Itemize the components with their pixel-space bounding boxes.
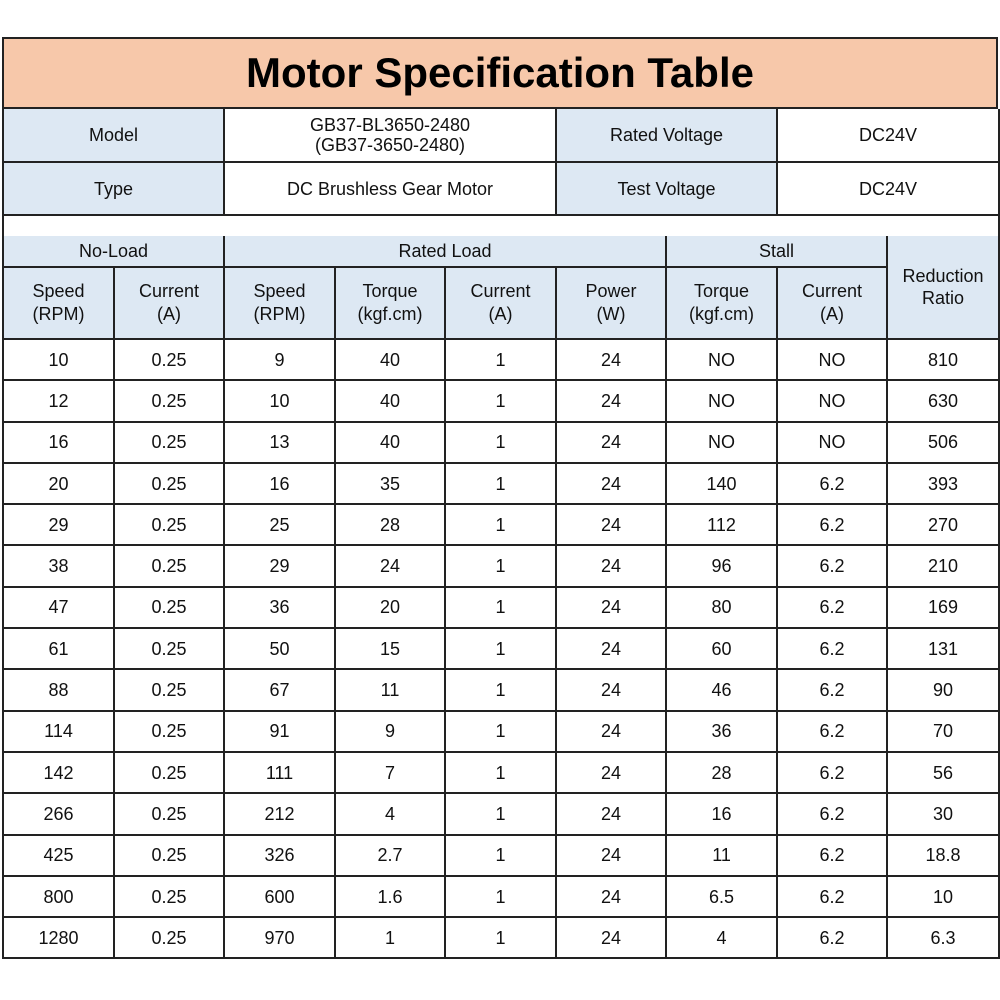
cell-rated-speed: 10 (224, 380, 335, 421)
table-row (3, 504, 999, 545)
cell-rated-current: 1 (445, 628, 556, 669)
cell-rated-current: 1 (445, 793, 556, 834)
cell-rated-current: 1 (445, 422, 556, 463)
cell-rated-power: 24 (556, 587, 666, 628)
table-row (3, 422, 999, 463)
spacer-row (3, 215, 999, 237)
cell-stall-torque: 96 (666, 545, 777, 586)
cell-rated-torque: 15 (335, 628, 445, 669)
cell-no-load-current: 0.25 (114, 835, 224, 876)
cell-stall-torque: 60 (666, 628, 777, 669)
subheader-rated-torque (335, 267, 445, 339)
table-row (3, 752, 999, 793)
cell-rated-torque: 24 (335, 545, 445, 586)
model-value-line1: GB37-BL3650-2480 (309, 115, 471, 135)
table-row (3, 545, 999, 586)
cell-no-load-current: 0.25 (114, 504, 224, 545)
info-table (2, 109, 1000, 238)
cell-rated-power: 24 (556, 752, 666, 793)
cell-no-load-speed: 142 (3, 752, 114, 793)
group-no-load: No-Load (3, 236, 224, 267)
cell-stall-torque: 46 (666, 669, 777, 710)
reduction-ratio-line2: Ratio (922, 288, 965, 308)
cell-no-load-current: 0.25 (114, 380, 224, 421)
cell-no-load-speed: 29 (3, 504, 114, 545)
cell-reduction-ratio: 630 (887, 380, 999, 421)
cell-rated-current: 1 (445, 463, 556, 504)
cell-rated-speed: 600 (224, 876, 335, 917)
cell-reduction-ratio: 131 (887, 628, 999, 669)
cell-no-load-current: 0.25 (114, 422, 224, 463)
cell-no-load-speed: 61 (3, 628, 114, 669)
cell-rated-current: 1 (445, 752, 556, 793)
subheader-unit: (RPM) (253, 304, 306, 324)
cell-stall-torque: 16 (666, 793, 777, 834)
cell-rated-torque: 40 (335, 339, 445, 380)
cell-rated-current: 1 (445, 339, 556, 380)
cell-rated-current: 1 (445, 835, 556, 876)
cell-reduction-ratio: 210 (887, 545, 999, 586)
subheader-rated-power (556, 267, 666, 339)
table-row (3, 669, 999, 710)
type-label: Type (3, 162, 224, 215)
model-label: Model (3, 109, 224, 162)
page-title: Motor Specification Table (2, 37, 998, 109)
type-value: DC Brushless Gear Motor (224, 162, 556, 215)
subheader-label: Torque (362, 281, 418, 301)
table-row (3, 711, 999, 752)
cell-no-load-current: 0.25 (114, 752, 224, 793)
cell-rated-speed: 970 (224, 917, 335, 958)
cell-rated-current: 1 (445, 545, 556, 586)
cell-stall-torque: 6.5 (666, 876, 777, 917)
table-row (3, 876, 999, 917)
cell-reduction-ratio: 810 (887, 339, 999, 380)
cell-rated-current: 1 (445, 669, 556, 710)
cell-rated-current: 1 (445, 876, 556, 917)
cell-rated-power: 24 (556, 545, 666, 586)
table-row (3, 835, 999, 876)
cell-reduction-ratio: 70 (887, 711, 999, 752)
cell-rated-torque: 11 (335, 669, 445, 710)
cell-rated-torque: 1 (335, 917, 445, 958)
cell-no-load-speed: 10 (3, 339, 114, 380)
cell-rated-torque: 1.6 (335, 876, 445, 917)
cell-rated-torque: 28 (335, 504, 445, 545)
cell-stall-current: 6.2 (777, 463, 887, 504)
cell-rated-torque: 9 (335, 711, 445, 752)
cell-no-load-current: 0.25 (114, 669, 224, 710)
cell-no-load-speed: 88 (3, 669, 114, 710)
cell-no-load-speed: 425 (3, 835, 114, 876)
performance-table (2, 236, 1000, 959)
test-voltage-value: DC24V (777, 162, 999, 215)
subheader-label: Speed (32, 281, 85, 301)
cell-rated-speed: 111 (224, 752, 335, 793)
cell-stall-torque: NO (666, 339, 777, 380)
cell-rated-speed: 16 (224, 463, 335, 504)
cell-no-load-current: 0.25 (114, 545, 224, 586)
cell-no-load-speed: 266 (3, 793, 114, 834)
cell-rated-power: 24 (556, 669, 666, 710)
cell-rated-current: 1 (445, 711, 556, 752)
cell-stall-current: NO (777, 380, 887, 421)
cell-no-load-current: 0.25 (114, 628, 224, 669)
cell-rated-speed: 29 (224, 545, 335, 586)
cell-stall-torque: 80 (666, 587, 777, 628)
subheader-unit: (A) (488, 304, 513, 324)
cell-reduction-ratio: 10 (887, 876, 999, 917)
table-row (3, 339, 999, 380)
cell-rated-torque: 7 (335, 752, 445, 793)
subheader-unit: (RPM) (32, 304, 85, 324)
cell-rated-torque: 40 (335, 422, 445, 463)
cell-stall-current: 6.2 (777, 835, 887, 876)
cell-no-load-speed: 16 (3, 422, 114, 463)
subheader-unit: (A) (820, 304, 845, 324)
subheader-label: Power (585, 281, 637, 301)
model-value (224, 109, 556, 162)
cell-no-load-speed: 47 (3, 587, 114, 628)
cell-reduction-ratio: 506 (887, 422, 999, 463)
cell-stall-current: NO (777, 339, 887, 380)
cell-no-load-speed: 1280 (3, 917, 114, 958)
cell-stall-torque: 36 (666, 711, 777, 752)
cell-stall-current: 6.2 (777, 711, 887, 752)
cell-rated-torque: 40 (335, 380, 445, 421)
cell-stall-current: 6.2 (777, 793, 887, 834)
cell-stall-torque: 4 (666, 917, 777, 958)
cell-rated-power: 24 (556, 917, 666, 958)
subheader-unit: (W) (596, 304, 626, 324)
subheader-label: Speed (253, 281, 306, 301)
cell-reduction-ratio: 270 (887, 504, 999, 545)
subheader-stall-current (777, 267, 887, 339)
cell-no-load-current: 0.25 (114, 793, 224, 834)
cell-rated-speed: 36 (224, 587, 335, 628)
cell-rated-power: 24 (556, 793, 666, 834)
cell-stall-current: 6.2 (777, 504, 887, 545)
cell-rated-power: 24 (556, 380, 666, 421)
cell-no-load-current: 0.25 (114, 587, 224, 628)
cell-rated-speed: 91 (224, 711, 335, 752)
cell-stall-current: 6.2 (777, 545, 887, 586)
reduction-ratio-line1: Reduction (902, 266, 984, 286)
rated-voltage-label: Rated Voltage (556, 109, 777, 162)
cell-no-load-speed: 114 (3, 711, 114, 752)
cell-stall-current: 6.2 (777, 587, 887, 628)
rated-voltage-value: DC24V (777, 109, 999, 162)
cell-no-load-current: 0.25 (114, 339, 224, 380)
cell-rated-current: 1 (445, 380, 556, 421)
cell-rated-torque: 2.7 (335, 835, 445, 876)
cell-stall-current: 6.2 (777, 628, 887, 669)
group-rated-load: Rated Load (224, 236, 666, 267)
cell-stall-torque: NO (666, 380, 777, 421)
cell-reduction-ratio: 30 (887, 793, 999, 834)
cell-rated-current: 1 (445, 587, 556, 628)
cell-rated-speed: 50 (224, 628, 335, 669)
subheader-unit: (A) (157, 304, 181, 324)
cell-stall-current: NO (777, 422, 887, 463)
cell-rated-current: 1 (445, 504, 556, 545)
cell-no-load-current: 0.25 (114, 463, 224, 504)
cell-stall-torque: 28 (666, 752, 777, 793)
cell-no-load-speed: 20 (3, 463, 114, 504)
cell-no-load-speed: 800 (3, 876, 114, 917)
model-value-line2: (GB37-3650-2480) (314, 135, 466, 155)
cell-stall-current: 6.2 (777, 917, 887, 958)
table-row (3, 380, 999, 421)
table-row (3, 463, 999, 504)
cell-stall-current: 6.2 (777, 752, 887, 793)
subheader-label: Current (138, 281, 200, 301)
subheader-no-load-current (114, 267, 224, 339)
cell-rated-torque: 35 (335, 463, 445, 504)
table-row (3, 628, 999, 669)
cell-reduction-ratio: 169 (887, 587, 999, 628)
table-row (3, 917, 999, 958)
cell-rated-power: 24 (556, 422, 666, 463)
cell-stall-torque: 140 (666, 463, 777, 504)
cell-no-load-current: 0.25 (114, 876, 224, 917)
cell-rated-torque: 4 (335, 793, 445, 834)
cell-rated-speed: 67 (224, 669, 335, 710)
subheader-label: Current (802, 281, 863, 301)
cell-reduction-ratio: 18.8 (887, 835, 999, 876)
subheader-rated-speed (224, 267, 335, 339)
cell-rated-power: 24 (556, 628, 666, 669)
cell-rated-power: 24 (556, 504, 666, 545)
cell-no-load-speed: 12 (3, 380, 114, 421)
cell-reduction-ratio: 90 (887, 669, 999, 710)
subheader-no-load-speed (3, 267, 114, 339)
cell-rated-speed: 326 (224, 835, 335, 876)
cell-rated-speed: 25 (224, 504, 335, 545)
cell-rated-power: 24 (556, 463, 666, 504)
cell-stall-torque: 112 (666, 504, 777, 545)
subheader-label: Current (470, 281, 531, 301)
subheader-label: Torque (694, 281, 750, 301)
cell-no-load-current: 0.25 (114, 917, 224, 958)
cell-rated-power: 24 (556, 835, 666, 876)
cell-stall-current: 6.2 (777, 876, 887, 917)
spec-sheet (2, 37, 998, 959)
cell-rated-speed: 212 (224, 793, 335, 834)
cell-reduction-ratio: 56 (887, 752, 999, 793)
table-row (3, 793, 999, 834)
cell-stall-torque: NO (666, 422, 777, 463)
cell-rated-speed: 13 (224, 422, 335, 463)
cell-rated-power: 24 (556, 711, 666, 752)
cell-rated-power: 24 (556, 339, 666, 380)
subheader-unit: (kgf.cm) (689, 304, 755, 324)
reduction-ratio-header (887, 236, 999, 339)
subheader-rated-current (445, 267, 556, 339)
cell-rated-current: 1 (445, 917, 556, 958)
cell-reduction-ratio: 6.3 (887, 917, 999, 958)
cell-rated-speed: 9 (224, 339, 335, 380)
cell-rated-torque: 20 (335, 587, 445, 628)
cell-no-load-speed: 38 (3, 545, 114, 586)
cell-rated-power: 24 (556, 876, 666, 917)
cell-reduction-ratio: 393 (887, 463, 999, 504)
table-row (3, 587, 999, 628)
test-voltage-label: Test Voltage (556, 162, 777, 215)
cell-stall-current: 6.2 (777, 669, 887, 710)
subheader-unit: (kgf.cm) (357, 304, 423, 324)
cell-no-load-current: 0.25 (114, 711, 224, 752)
cell-stall-torque: 11 (666, 835, 777, 876)
group-stall: Stall (666, 236, 887, 267)
subheader-stall-torque (666, 267, 777, 339)
